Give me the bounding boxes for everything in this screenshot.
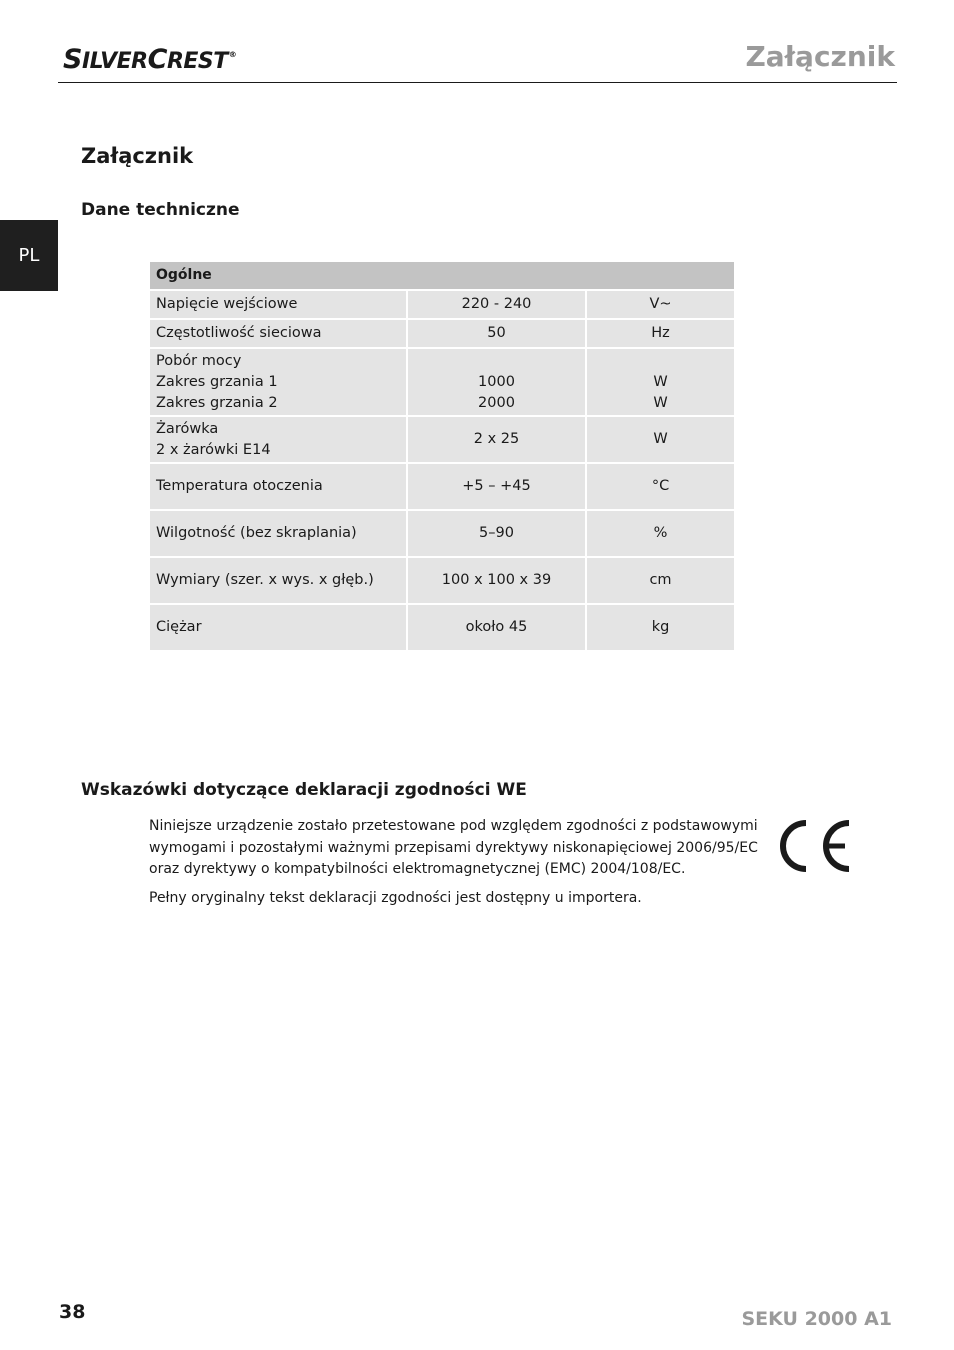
cell-line: W: [653, 373, 668, 390]
cell-line: 220 - 240: [461, 296, 532, 312]
cell-line: Temperatura otoczenia: [156, 478, 323, 494]
spec-value-cell: [407, 510, 586, 557]
specs-table: [148, 260, 736, 652]
cell-line: Zakres grzania 2: [156, 394, 278, 411]
cell-line: V~: [649, 296, 672, 312]
cell-line: Żarówka: [156, 420, 219, 437]
cell-line: 1000: [478, 373, 515, 390]
spec-unit-cell: [586, 463, 735, 510]
cell-line: Zakres grzania 1: [156, 373, 278, 390]
spec-value-cell: [407, 290, 586, 319]
cell-line: Wymiary (szer. x wys. x głęb.): [156, 572, 374, 588]
subsection-title: Dane techniczne: [81, 200, 240, 220]
spec-unit-cell: [586, 348, 735, 416]
cell-line: [593, 351, 728, 372]
spec-label-cell: [149, 510, 407, 557]
cell-line: 2 x 25: [473, 431, 520, 447]
model-name: SEKU 2000 A1: [741, 1308, 892, 1330]
spec-label-cell: [149, 463, 407, 510]
specs-table-header: Ogólne: [149, 261, 735, 290]
cell-line: W: [653, 431, 668, 447]
cell-line: +5 – +45: [462, 478, 531, 494]
cell-line: 2000: [478, 394, 515, 411]
cell-line: %: [653, 525, 668, 541]
cell-line: cm: [649, 572, 672, 588]
language-tab: PL: [0, 220, 58, 291]
spec-unit-cell: [586, 319, 735, 348]
spec-unit-cell: [586, 290, 735, 319]
cell-line: około 45: [465, 619, 528, 635]
spec-label-cell: [149, 557, 407, 604]
cell-line: 5–90: [479, 525, 514, 541]
cell-line: 2 x żarówki E14: [156, 441, 271, 458]
page-number: 38: [59, 1301, 86, 1323]
cell-line: Wilgotność (bez skraplania): [156, 525, 357, 541]
spec-unit-cell: [586, 416, 735, 463]
table-row: [149, 290, 735, 319]
declaration-paragraph-2: Pełny oryginalny tekst deklaracji zgodności jest dostępny u importera.: [149, 889, 642, 906]
spec-value-cell: [407, 348, 586, 416]
cell-line: Ciężar: [156, 619, 202, 635]
cell-line: 100 x 100 x 39: [441, 572, 552, 588]
cell-line: Hz: [651, 325, 670, 341]
spec-value-cell: [407, 557, 586, 604]
cell-line: Napięcie wejściowe: [156, 296, 298, 312]
declaration-paragraph-1: Niniejsze urządzenie zostało przetestowane pod względem zgodności z podstawowymi wymogami i pozostałymi ważnymi przepisami dyrektywy niskonapięciowej 2006/95/EC oraz dyrektywy o kompatybilności elektromagnetycznej (EMC) 2004/108/EC.: [149, 818, 758, 877]
table-row: [149, 416, 735, 463]
table-row: [149, 463, 735, 510]
spec-unit-cell: [586, 557, 735, 604]
header-divider: [58, 82, 897, 83]
table-row: [149, 510, 735, 557]
table-row: [149, 348, 735, 416]
ce-mark-icon: [779, 818, 855, 874]
section-title: Załącznik: [81, 144, 194, 168]
spec-label-cell: [149, 290, 407, 319]
cell-line: 50: [487, 325, 506, 341]
cell-line: Częstotliwość sieciowa: [156, 325, 322, 341]
header-title: Załącznik: [745, 40, 895, 73]
specs-table-header-row: [149, 261, 735, 290]
declaration-text: [149, 816, 764, 916]
spec-value-cell: [407, 319, 586, 348]
spec-label-cell: [149, 416, 407, 463]
brand-logo: SILVERCREST®: [63, 44, 237, 75]
cell-line: kg: [651, 619, 670, 635]
table-row: [149, 319, 735, 348]
cell-line: [414, 351, 579, 372]
cell-line: °C: [651, 478, 670, 494]
spec-value-cell: [407, 604, 586, 651]
cell-line: W: [653, 394, 668, 411]
spec-label-cell: [149, 604, 407, 651]
spec-label-cell: [149, 319, 407, 348]
spec-unit-cell: [586, 604, 735, 651]
cell-line: Pobór mocy: [156, 352, 242, 369]
declaration-title: Wskazówki dotyczące deklaracji zgodności WE: [81, 780, 527, 800]
spec-label-cell: [149, 348, 407, 416]
spec-unit-cell: [586, 510, 735, 557]
table-row: [149, 557, 735, 604]
spec-value-cell: [407, 463, 586, 510]
table-row: [149, 604, 735, 651]
spec-value-cell: [407, 416, 586, 463]
